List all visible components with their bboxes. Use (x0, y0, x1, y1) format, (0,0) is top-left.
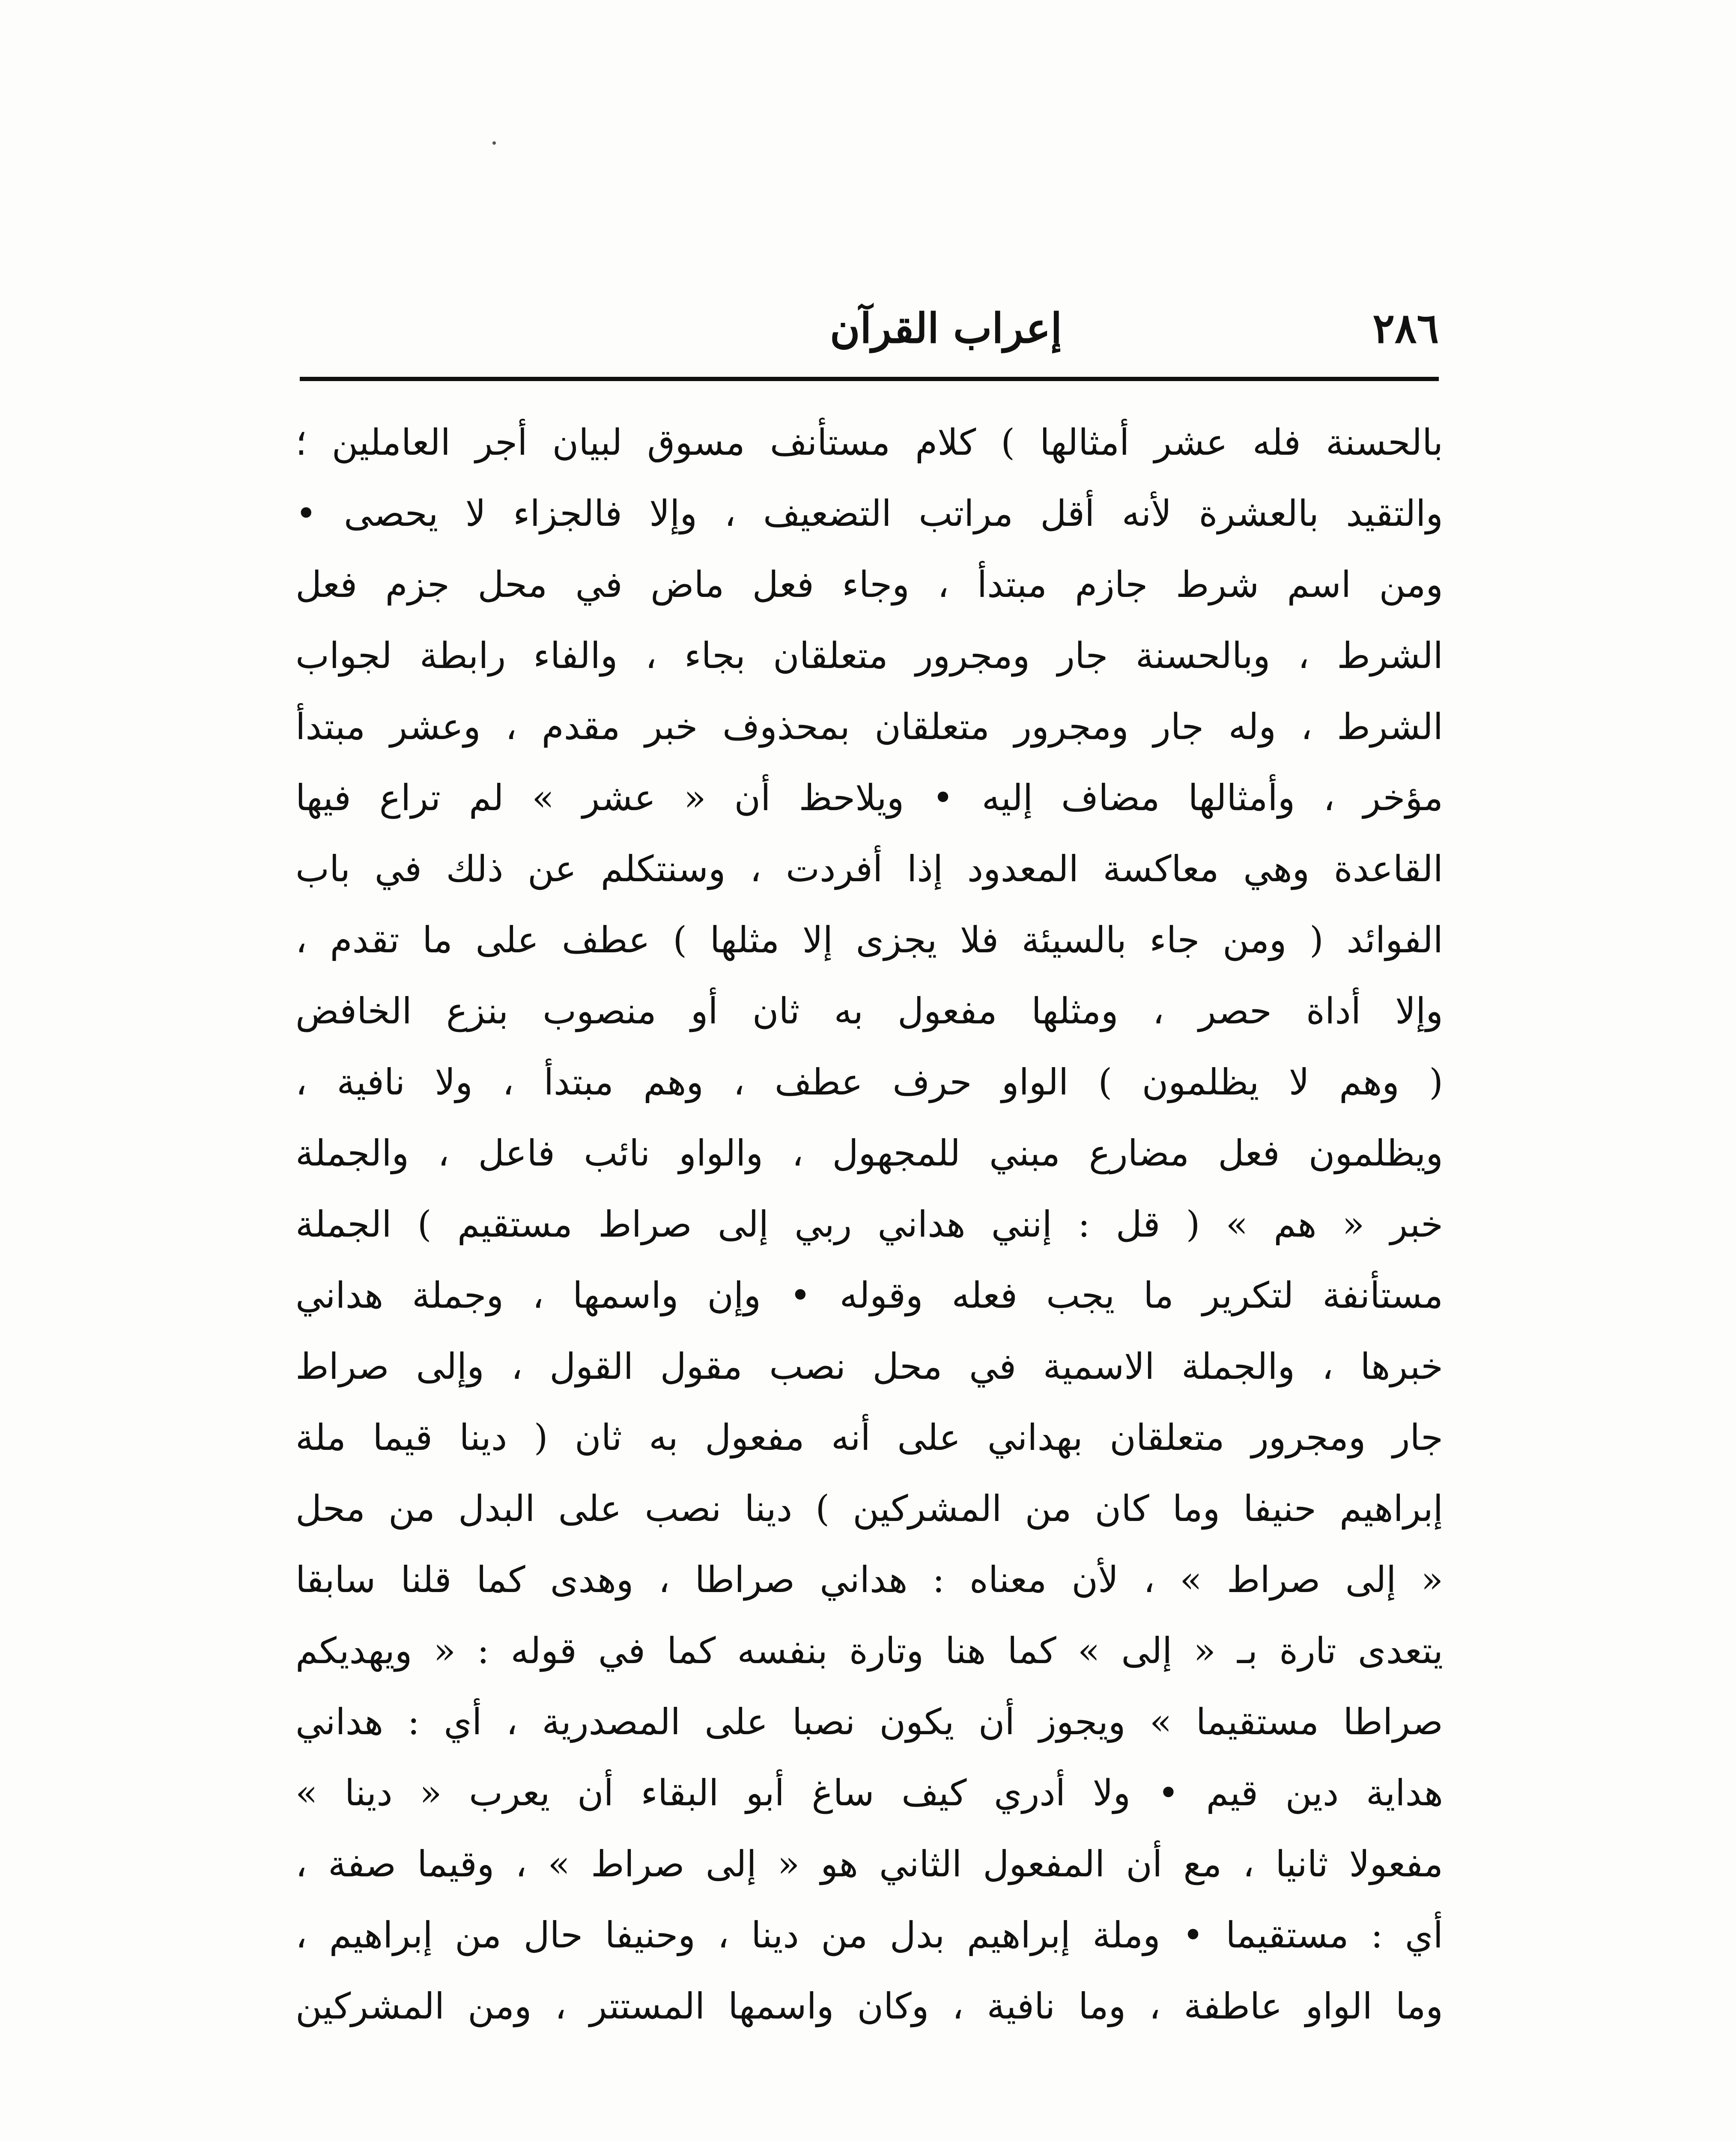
text-line: خبر « هم » ( قل : إنني هداني ربي إلى صراط مستقيم ) الجملة (295, 1203, 1443, 1245)
text-line: مستأنفة لتكرير ما يجب فعله وقوله • وإن واسمها ، وجملة هداني (295, 1274, 1443, 1316)
text-line: إبراهيم حنيفا وما كان من المشركين ) دينا نصب على البدل من محل (295, 1488, 1443, 1530)
text-line: خبرها ، والجملة الاسمية في محل نصب مقول القول ، وإلى صراط (295, 1345, 1443, 1387)
text-line: وإلا أداة حصر ، ومثلها مفعول به ثان أو منصوب بنزع الخافض (295, 990, 1443, 1032)
text-line: هداية دين قيم • ولا أدري كيف ساغ أبو البقاء أن يعرب « دينا » (295, 1772, 1443, 1814)
scan-speck (492, 141, 496, 145)
text-line: الفوائد ( ومن جاء بالسيئة فلا يجزى إلا مثلها ) عطف على ما تقدم ، (295, 919, 1443, 961)
text-line: « إلى صراط » ، لأن معناه : هداني صراطا ، وهدى كما قلنا سابقا (295, 1559, 1443, 1601)
text-line: أي : مستقيما • وملة إبراهيم بدل من دينا ، وحنيفا حال من إبراهيم ، (295, 1914, 1443, 1956)
text-line: ( وهم لا يظلمون ) الواو حرف عطف ، وهم مبتدأ ، ولا نافية ، (295, 1061, 1443, 1103)
text-line: ويظلمون فعل مضارع مبني للمجهول ، والواو نائب فاعل ، والجملة (295, 1132, 1443, 1174)
text-line: صراطا مستقيما » ويجوز أن يكون نصبا على المصدرية ، أي : هداني (295, 1701, 1443, 1743)
text-line: مفعولا ثانيا ، مع أن المفعول الثاني هو « إلى صراط » ، وقيما صفة ، (295, 1843, 1443, 1885)
text-line: ومن اسم شرط جازم مبتدأ ، وجاء فعل ماض في محل جزم فعل (295, 564, 1443, 605)
text-line: القاعدة وهي معاكسة المعدود إذا أفردت ، وسنتكلم عن ذلك في باب (295, 848, 1443, 890)
page-header (300, 291, 1439, 368)
header-rule (300, 377, 1439, 381)
page-number: ٢٨٦ (1372, 304, 1439, 352)
body-text (295, 407, 1443, 2042)
text-line: وما الواو عاطفة ، وما نافية ، وكان واسمها المستتر ، ومن المشركين (295, 1985, 1443, 2027)
text-line: بالحسنة فله عشر أمثالها ) كلام مستأنف مسوق لبيان أجر العاملين ؛ (295, 421, 1443, 463)
text-line: جار ومجرور متعلقان بهداني على أنه مفعول به ثان ( دينا قيما ملة (295, 1416, 1443, 1458)
running-title: إعراب القرآن (829, 304, 1062, 352)
text-line: الشرط ، وله جار ومجرور متعلقان بمحذوف خبر مقدم ، وعشر مبتدأ (295, 706, 1443, 748)
text-line: يتعدى تارة بـ « إلى » كما هنا وتارة بنفسه كما في قوله : « ويهديكم (295, 1630, 1443, 1672)
text-line: مؤخر ، وأمثالها مضاف إليه • ويلاحظ أن « عشر » لم تراع فيها (295, 777, 1443, 819)
text-line: الشرط ، وبالحسنة جار ومجرور متعلقان بجاء ، والفاء رابطة لجواب (295, 635, 1443, 677)
text-line: والتقيد بالعشرة لأنه أقل مراتب التضعيف ، وإلا فالجزاء لا يحصى • (295, 492, 1443, 534)
